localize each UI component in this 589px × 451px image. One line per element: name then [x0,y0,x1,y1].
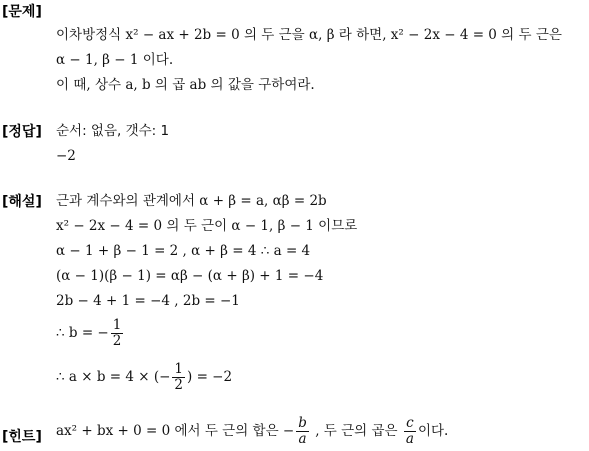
solution-tag: [해설] [2,194,42,210]
hint-equation: ax² + bx + 0 = 0 에서 두 근의 합은 − [56,423,295,439]
answer-value: −2 [56,148,76,164]
fraction-one-half [111,318,124,349]
solution-line-3: α − 1 + β − 1 = 2 , α + β = 4 ∴ a = 4 [56,243,311,259]
hint-tag: [힌트] [2,429,42,445]
solution-line-7-prefix: ∴ a × b = 4 × (− [56,369,171,385]
hint-end: 이다. [417,423,449,439]
fraction-one-half [172,362,185,393]
problem-line-1: 이차방정식 x² − ax + 2b = 0 의 두 근을 α, β 라 하면, x² − 2x − 4 = 0 의 두 근은 [56,27,562,43]
solution-line-6 [56,318,125,349]
problem-tag: [문제] [2,4,42,20]
answer-tag: [정답] [2,124,42,140]
solution-line-2: x² − 2x − 4 = 0 의 두 근이 α − 1, β − 1 이므로 [56,218,358,234]
fraction-denominator: a [298,431,307,447]
fraction-denominator: 2 [112,333,122,349]
fraction-numerator: c [404,416,416,432]
problem-line-2: α − 1, β − 1 이다. [56,52,174,68]
fraction-numerator: 1 [112,317,122,333]
hint-middle: , 두 근의 곱은 [315,423,398,439]
fraction-b-over-a [296,416,309,447]
answer-order: 순서: 없음, 갯수: 1 [56,123,170,139]
hint-line [56,416,448,447]
solution-line-6-prefix: ∴ b = − [56,325,109,341]
fraction-c-over-a [404,416,416,447]
fraction-denominator: a [405,431,414,447]
fraction-numerator: 1 [174,361,184,377]
solution-line-5: 2b − 4 + 1 = −4 , 2b = −1 [56,293,240,309]
fraction-denominator: 2 [174,377,184,393]
solution-line-1: 근과 계수와의 관계에서 α + β = a, αβ = 2b [56,193,327,209]
fraction-numerator: b [298,415,307,431]
solution-line-4: (α − 1)(β − 1) = αβ − (α + β) + 1 = −4 [56,268,324,284]
solution-line-7 [56,362,232,393]
problem-line-3: 이 때, 상수 a, b 의 곱 ab 의 값을 구하여라. [56,77,315,93]
solution-line-7-suffix: ) = −2 [187,369,233,385]
